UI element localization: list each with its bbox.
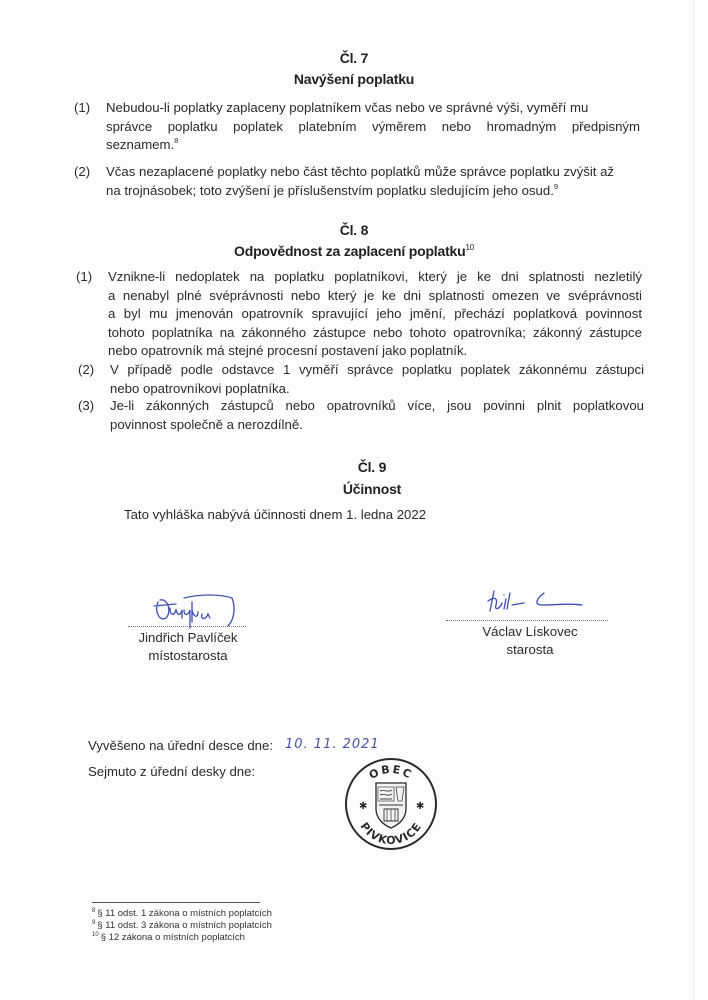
paragraph-line: V případě podle odstavce 1 vyměří správce poplatku poplatek zákonnému zástupci — [110, 362, 644, 377]
signature-block-right — [450, 623, 610, 659]
signature-block-left — [118, 629, 258, 665]
paragraph-number: (2) — [74, 164, 91, 179]
footnote-ref[interactable]: 8 — [174, 136, 179, 145]
posted-label: Vyvěšeno na úřední desce dne: — [88, 738, 273, 753]
paragraph-line: na trojnásobek; toto zvýšení je příslušenstvím poplatku sledujícím jeho osud. — [106, 182, 554, 198]
paragraph-line: nebo opatrovník má stejné procesní postavení jako poplatník. — [108, 343, 468, 358]
coat-of-arms-icon — [376, 783, 406, 828]
paragraph-line: Včas nezaplacené poplatky nebo část těchto poplatků může správce poplatku zvýšit až — [106, 164, 615, 179]
stamp-bottom-text: PIVKOVICE — [357, 820, 425, 848]
footnote-mark: 10 — [92, 932, 99, 938]
paragraph-line: tohoto poplatníka na zákonného zástupce nebo tohoto opatrovníka; zákonný zástupce — [108, 324, 642, 340]
paragraph-line: a nenabyl plné svéprávnosti nebo který je ke dni splatnosti omezen ve svéprávnosti — [108, 287, 642, 303]
footnote-text: § 11 odst. 1 zákona o místních poplatcích — [97, 908, 272, 919]
scan-edge-line — [693, 0, 694, 1000]
stamp-top-text: OBEC — [366, 762, 416, 782]
removed-label: Sejmuto z úřední desky dne: — [88, 764, 256, 779]
posted-date: 10. 11. 2021 — [285, 737, 380, 752]
paragraph-line: povinnost společně a nerozdílně. — [110, 416, 303, 432]
article-8-title — [0, 243, 708, 259]
stamp-star-left-icon: ✱ — [359, 801, 368, 812]
paragraph-number: (1) — [74, 100, 91, 115]
signature-pavlicek — [150, 590, 240, 630]
footnote-ref[interactable]: 9 — [553, 181, 559, 191]
paragraph-number: (3) — [78, 398, 95, 413]
paragraph-line: a byl mu jmenován opatrovník spravující jeho jmění, přechází poplatková povinnost — [108, 306, 642, 321]
article-7-title: Navýšení poplatku — [293, 71, 415, 87]
signer-role: starosta — [506, 642, 554, 657]
paragraph-number: (1) — [76, 269, 93, 284]
effective-date-text: Tato vyhláška nabývá účinnosti dnem 1. ledna 2022 — [124, 507, 427, 522]
signer-name: Václav Lískovec — [482, 624, 578, 639]
article-9-title: Účinnost — [342, 481, 402, 497]
article-7-number: Čl. 7 — [339, 50, 369, 66]
footnote-text: § 12 zákona o místních poplatcích — [100, 932, 245, 943]
footnote-ref[interactable]: 10 — [465, 243, 474, 252]
paragraph-line: Nebudou-li poplatky zaplaceny poplatníkem včas nebo ve správné výši, vyměří mu — [106, 100, 589, 115]
paragraph-line: nebo opatrovníkovi poplatníka. — [110, 380, 290, 396]
paragraph-number: (2) — [78, 362, 95, 377]
footnote-mark: 8 — [92, 908, 96, 914]
footnote-8 — [92, 908, 272, 919]
signature-line-left — [128, 626, 246, 627]
paragraph-line: Je-li zákonných zástupců nebo opatrovníků více, jsou povinni plnit poplatkovou — [110, 398, 644, 413]
signature-line-right — [446, 620, 608, 621]
footnote-9 — [92, 920, 272, 931]
paragraph-line: správce poplatku poplatek platebním výměrem nebo hromadným předpisným — [106, 118, 640, 134]
stamp-star-right-icon: ✱ — [416, 801, 425, 812]
article-8-title-text: Odpovědnost za zaplacení poplatku — [234, 243, 466, 259]
paragraph-line: seznamem. — [106, 137, 175, 152]
article-8-number: Čl. 8 — [339, 222, 369, 238]
article-9-number: Čl. 9 — [357, 459, 387, 475]
signer-role: místostarosta — [148, 648, 228, 663]
signer-name: Jindřich Pavlíček — [138, 630, 238, 645]
paragraph-line: Vznikne-li nedoplatek na poplatku poplatníkovi, který je ke dni splatnosti nezletilý — [108, 269, 642, 284]
signature-liskovec — [480, 585, 590, 615]
footnote-divider — [92, 902, 260, 903]
municipal-stamp — [344, 757, 438, 851]
footnote-text: § 11 odst. 3 zákona o místních poplatcích — [97, 920, 272, 931]
footnote-mark: 9 — [92, 920, 96, 926]
footnote-10 — [92, 932, 245, 943]
